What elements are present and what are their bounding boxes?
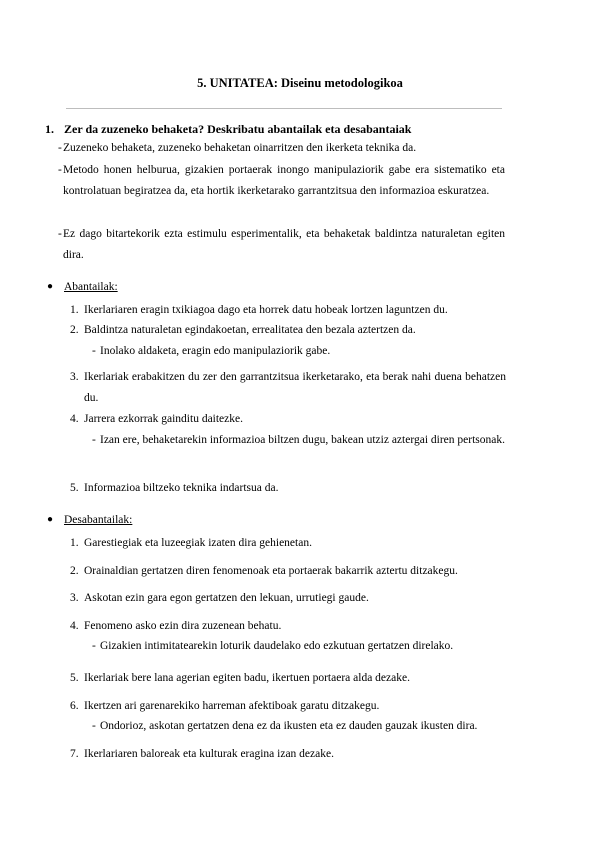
dash-marker: - <box>92 434 96 446</box>
item-text: Baldintza naturaletan egindakoetan, errealitatea den bezala aztertzen da. <box>84 324 416 336</box>
item-text: Fenomeno asko ezin dira zuzenean behatu. <box>84 620 282 632</box>
disadvantage-item <box>70 744 506 765</box>
item-number: 5. <box>70 482 79 494</box>
item-text: Ikerlariaren baloreak eta kulturak eragina izan dezake. <box>84 748 334 760</box>
item-text: Ikerlariak erabakitzen du zer den garrantzitsua ikerketarako, eta berak nahi duena behatzen du. <box>84 371 506 404</box>
item-number: 7. <box>70 748 79 760</box>
item-text: Orainaldian gertatzen diren fenomenoak eta portaerak bakarrik aztertu ditzakegu. <box>84 565 458 577</box>
subitem-text: Ondorioz, askotan gertatzen dena ez da ikusten eta ez dauden gauzak ikusten dira. <box>100 720 478 732</box>
page-title: 5. UNITATEA: Diseinu metodologikoa <box>197 76 403 90</box>
advantage-item <box>70 320 506 341</box>
subitem-text: Inolako aldaketa, eragin edo manipulaziorik gabe. <box>100 345 331 357</box>
description-item <box>58 138 505 159</box>
item-text: Garestiegiak eta luzeegiak izaten dira gehienetan. <box>84 537 312 549</box>
disadvantage-subitem <box>92 716 506 737</box>
dash-marker: - <box>58 228 62 240</box>
item-number: 2. <box>70 565 79 577</box>
dash-marker: - <box>58 164 62 176</box>
advantage-subitem <box>92 341 506 362</box>
disadvantage-subitem <box>92 636 506 657</box>
question-number: 1. <box>45 122 54 136</box>
dash-marker: - <box>92 345 96 357</box>
disadvantage-item <box>70 533 506 554</box>
title-divider <box>66 108 502 109</box>
item-number: 5. <box>70 672 79 684</box>
advantage-item <box>70 478 506 499</box>
disadvantage-item <box>70 561 506 582</box>
dash-marker: - <box>58 142 62 154</box>
description-item <box>58 160 505 202</box>
bullet-marker: ● <box>47 514 54 525</box>
item-number: 6. <box>70 700 79 712</box>
item-number: 1. <box>70 537 79 549</box>
item-number: 3. <box>70 592 79 604</box>
description-item <box>58 224 505 266</box>
description-text: Ez dago bitartekorik ezta estimulu esperimentalik, eta behaketak baldintza naturaletan egiten dira. <box>63 228 505 261</box>
advantage-item <box>70 300 506 321</box>
item-text: Askotan ezin gara egon gertatzen den lekuan, urrutiegi gaude. <box>84 592 369 604</box>
description-text: Metodo honen helburua, gizakien portaerak inongo manipulaziorik gabe era sistematiko eta kontrolatuan begiratzea da, eta hortik ikerketarako garrantzitsua den informazioa eskuratzea. <box>63 164 505 197</box>
advantage-item <box>70 367 506 409</box>
item-text: Jarrera ezkorrak gainditu daitezke. <box>84 413 243 425</box>
description-text: Zuzeneko behaketa, zuzeneko behaketan oinarritzen den ikerketa teknika da. <box>63 142 417 154</box>
item-number: 1. <box>70 304 79 316</box>
bullet-marker: ● <box>47 281 54 292</box>
question-text: Zer da zuzeneko behaketa? Deskribatu abantailak eta desabantaiak <box>64 122 412 136</box>
item-number: 4. <box>70 620 79 632</box>
advantages-label: Abantailak: <box>64 281 118 293</box>
dash-marker: - <box>92 720 96 732</box>
advantage-item <box>70 409 506 430</box>
dash-marker: - <box>92 640 96 652</box>
subitem-text: Gizakien intimitatearekin loturik daudelako edo ezkutuan gertatzen direlako. <box>100 640 454 652</box>
disadvantage-item <box>70 616 506 637</box>
item-text: Informazioa biltzeko teknika indartsua da. <box>84 482 279 494</box>
item-number: 3. <box>70 371 79 383</box>
item-text: Ikerlariaren eragin txikiagoa dago eta horrek datu hobeak lortzen laguntzen du. <box>84 304 448 316</box>
item-number: 2. <box>70 324 79 336</box>
item-number: 4. <box>70 413 79 425</box>
item-text: Ikertzen ari garenarekiko harreman afektiboak garatu ditzakegu. <box>84 700 380 712</box>
disadvantages-label: Desabantailak: <box>64 514 133 526</box>
disadvantage-item <box>70 696 506 717</box>
disadvantage-item <box>70 668 506 689</box>
subitem-text: Izan ere, behaketarekin informazioa biltzen dugu, bakean utziz aztergai diren pertsonak. <box>100 434 505 446</box>
item-text: Ikerlariak bere lana agerian egiten badu, ikertuen portaera alda dezake. <box>84 672 410 684</box>
advantage-subitem <box>92 430 506 451</box>
disadvantage-item <box>70 588 506 609</box>
